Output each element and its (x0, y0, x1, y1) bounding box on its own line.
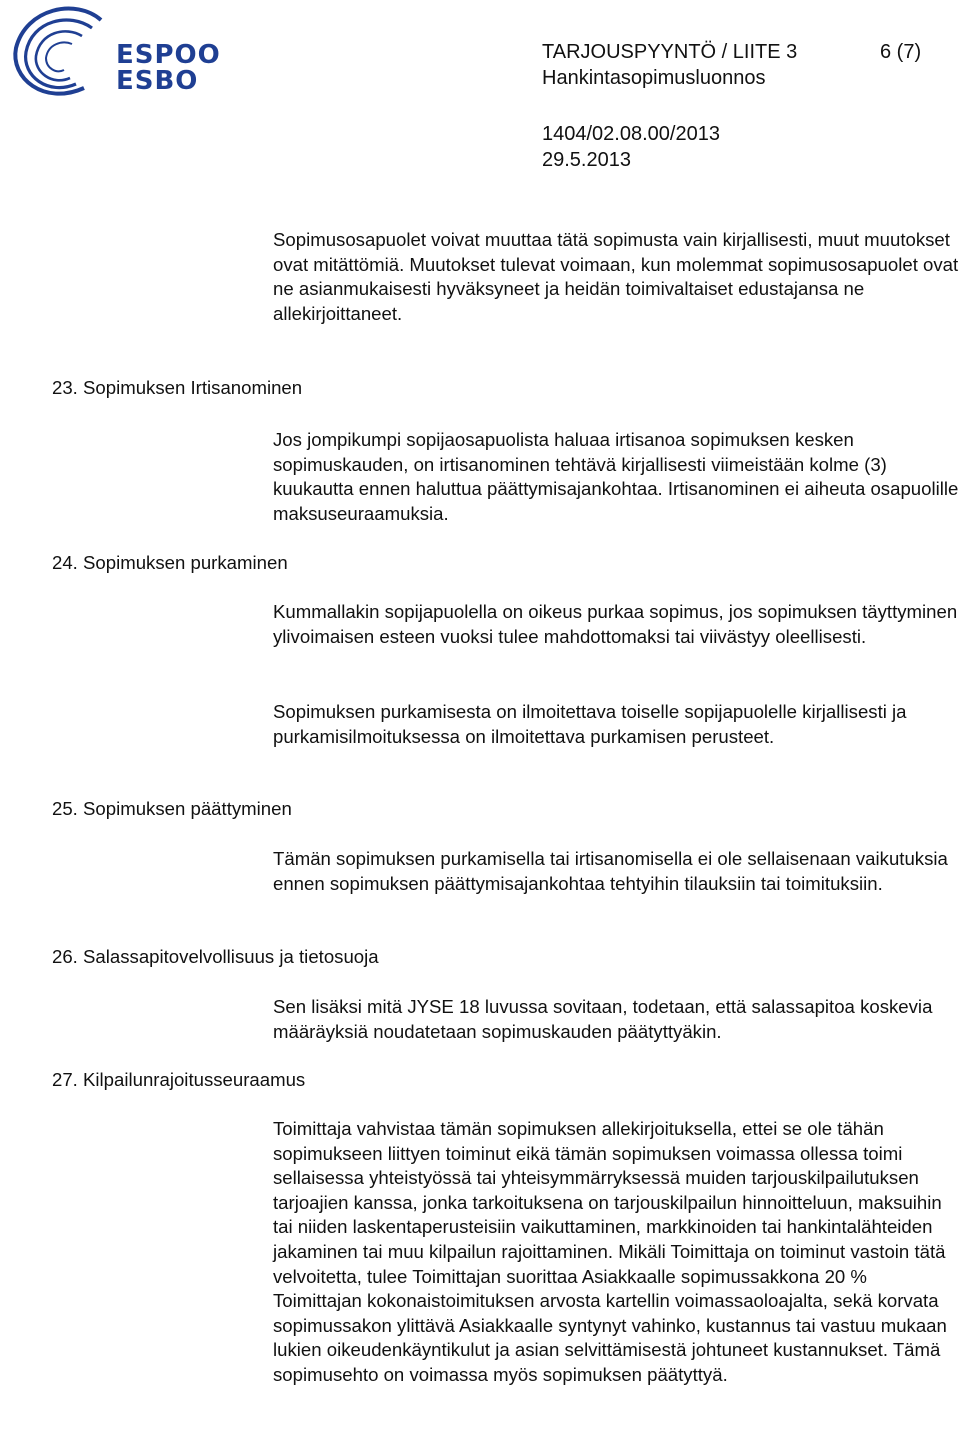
section-26-heading: 26. Salassapitovelvollisuus ja tietosuoja (52, 946, 379, 967)
document-date: 29.5.2013 (542, 149, 631, 171)
section-27-paragraph: Toimittaja vahvistaa tämän sopimuksen allekirjoituksella, ettei se ole tähän sopimukseen liittyen toiminut eikä tämän sopimuksen voimassa ollessa toimi sellaisessa yhteistyössä tai yhteisymmärryksessä muiden tarjouskilpailutuksen tarjoajien kanssa, jonka tarkoituksena on tarjouskilpailun hinnoitteluun, maksuihin tai niiden laskentaperusteisiin vaikuttaminen, markkinoiden tai hankintalähteiden jakaminen tai muu kilpailun rajoittaminen. Mikäli Toimittaja on toiminut vastoin tätä velvoitetta, tulee Toimittajan suorittaa Asiakkaalle sopimussakkona 20 % Toimittajan kokonaistoimituksen arvosta kartellin voimassaoloajalta, sekä korvata sopimussakon ylittävä Asiakkaalle syntynyt vahinko, kustannus tai vastuu mukaan lukien oikeudenkäyntikulut ja asian selvittämisestä johtuneet kustannukset. Tämä sopimusehto on voimassa myös sopimuksen päätyttyä. (273, 1118, 947, 1385)
intro-paragraph: Sopimusosapuolet voivat muuttaa tätä sopimusta vain kirjallisesti, muut muutokset ovat mitättömiä. Muutokset tulevat voimaan, kun molemmat sopimusosapuolet ovat ne asianmukaisesti hyväksyneet ja heidän toimivaltaiset edustajansa ne allekirjoittaneet. (273, 229, 959, 324)
section-24-paragraph-1: Kummallakin sopijapuolella on oikeus purkaa sopimus, jos sopimuksen täyttyminen ylivoimaisen esteen vuoksi tulee mahdottomaksi tai viivästyy oleellisesti. (273, 601, 958, 647)
logo-line-2: ESBO (116, 66, 199, 96)
espoo-swirl-icon (6, 2, 126, 106)
doc-subtitle: Hankintasopimusluonnos (542, 67, 766, 89)
section-26-paragraph: Sen lisäksi mitä JYSE 18 luvussa sovitaan, todetaan, että salassapitoa koskevia määräyksiä noudatetaan sopimuskauden päätyttyäkin. (273, 996, 933, 1042)
section-23-heading: 23. Sopimuksen Irtisanominen (52, 377, 303, 398)
section-24-paragraph-2: Sopimuksen purkamisesta on ilmoitettava toiselle sopijapuolelle kirjallisesti ja purkamisilmoituksessa on ilmoitettava purkamisen perusteet. (273, 701, 907, 747)
espoo-logo (6, 2, 221, 106)
section-25-heading: 25. Sopimuksen päättyminen (52, 798, 292, 819)
reference-number: 1404/02.08.00/2013 (542, 123, 720, 145)
section-25-paragraph: Tämän sopimuksen purkamisella tai irtisanomisella ei ole sellaisenaan vaikutuksia ennen sopimuksen päättymisajankohtaa tehtyihin tilauksiin tai toimituksiin. (273, 848, 948, 894)
section-23-paragraph: Jos jompikumpi sopijaosapuolista haluaa irtisanoa sopimuksen kesken sopimuskauden, on irtisanominen tehtävä kirjallisesti viimeistään kolme (3) kuukautta ennen haluttua päättymisajankohtaa. Irtisanominen ei aiheuta osapuolille maksuseuraamuksia. (273, 429, 959, 524)
page-number: 6 (7) (880, 41, 922, 63)
section-24-heading: 24. Sopimuksen purkaminen (52, 552, 288, 573)
logo-line-1: ESPOO (116, 40, 221, 70)
section-27-heading: 27. Kilpailunrajoitusseuraamus (52, 1069, 306, 1090)
doc-title: TARJOUSPYYNTÖ / LIITE 3 (542, 41, 798, 63)
